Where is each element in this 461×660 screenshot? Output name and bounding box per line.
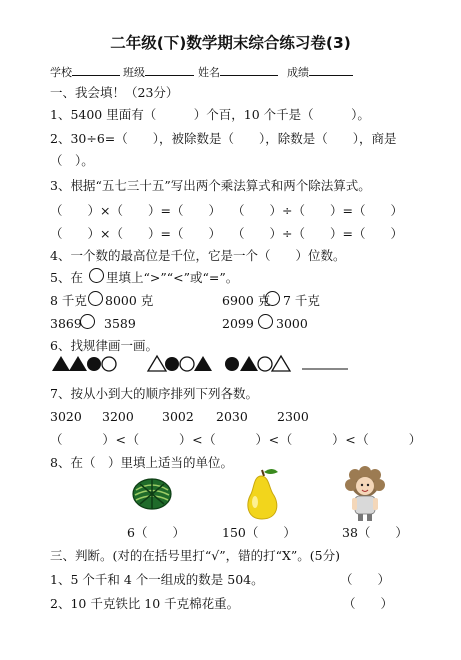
q5-a-left: 8 千克	[50, 293, 87, 308]
judge-question-1: 1、5 个千和 4 个一组成的数是 504。	[50, 572, 264, 587]
pattern-group-2	[148, 356, 212, 371]
score-label: 成绩	[287, 64, 353, 80]
q5-d-left: 2099	[222, 316, 254, 331]
section3-heading: 三、判断。(对的在括号里打“√”，错的打“X”。(5分)	[50, 548, 341, 563]
pattern-sequence	[0, 352, 461, 382]
black-triangle-icon	[240, 356, 258, 371]
q3-multiplication-2: （ ）×（ ）=（ ）	[50, 226, 221, 241]
school-field[interactable]	[72, 64, 120, 76]
q5-d-circle[interactable]	[258, 314, 273, 329]
q5-a-circle[interactable]	[88, 291, 103, 306]
question-2: 2、30÷6=（ ），被除数是（ ），除数是（ ），商是	[50, 131, 397, 146]
question-1: 1、5400 里面有（ ）个百，10 个千是（ ）。	[50, 107, 370, 122]
q5-b-left: 6900 克	[222, 293, 271, 308]
judge-paren-1[interactable]: （ ）	[340, 572, 391, 587]
question-2-continued: （ ）。	[50, 153, 94, 168]
white-triangle-icon	[272, 356, 290, 371]
question-8: 8、在（ ）里填上适当的单位。	[50, 455, 233, 470]
name-label: 姓名	[198, 64, 278, 80]
class-label: 班级	[123, 64, 194, 80]
judge-paren-2[interactable]: （ ）	[343, 596, 394, 611]
q5-c-right: 3589	[104, 316, 136, 331]
question-7: 7、按从小到大的顺序排列下列各数。	[50, 386, 258, 401]
pattern-group-1	[52, 356, 116, 371]
white-circle-icon	[102, 357, 116, 371]
name-field[interactable]	[220, 64, 278, 76]
q5-a-right: 8000 克	[105, 293, 154, 308]
q8-answer-melon: 6（ ）	[127, 525, 185, 540]
compare-circle-icon	[89, 268, 104, 283]
black-circle-icon	[225, 357, 239, 371]
q3-division-1: （ ）÷（ ）=（ ）	[232, 203, 403, 218]
q7-number-1: 3020	[50, 409, 82, 424]
question-4: 4、一个数的最高位是千位，它是一个（ ）位数。	[50, 248, 346, 263]
black-triangle-icon	[194, 356, 212, 371]
question-5-prefix: 5、在	[50, 270, 83, 285]
black-triangle-icon	[52, 356, 70, 371]
judge-question-2: 2、10 千克铁比 10 千克棉花重。	[50, 596, 240, 611]
white-circle-icon	[258, 357, 272, 371]
white-triangle-icon	[148, 356, 166, 371]
white-circle-icon	[180, 357, 194, 371]
q5-b-circle[interactable]	[265, 291, 280, 306]
q3-division-2: （ ）÷（ ）=（ ）	[232, 226, 403, 241]
child-icon	[340, 466, 390, 522]
question-5-suffix: 里填上“>”“<”或“=”。	[106, 270, 239, 285]
page-title: 二年级(下)数学期末综合练习卷(3)	[110, 34, 351, 52]
q5-c-circle[interactable]	[80, 314, 95, 329]
q5-d-right: 3000	[276, 316, 308, 331]
q5-c-left: 3869	[50, 316, 82, 331]
q7-number-3: 3002	[162, 409, 194, 424]
score-field[interactable]	[309, 64, 353, 76]
school-label: 学校	[50, 64, 120, 80]
q8-answer-child: 38（ ）	[342, 525, 408, 540]
question-6: 6、找规律画一画。	[50, 338, 158, 353]
black-circle-icon	[87, 357, 101, 371]
section1-heading: 一、我会填！（23分）	[50, 85, 179, 100]
class-field[interactable]	[145, 64, 194, 76]
black-circle-icon	[165, 357, 179, 371]
q5-b-right: 7 千克	[283, 293, 320, 308]
q3-multiplication-1: （ ）×（ ）=（ ）	[50, 203, 221, 218]
black-triangle-icon	[69, 356, 87, 371]
question-3: 3、根据“五七三十五”写出两个乘法算式和两个除法算式。	[50, 178, 371, 193]
pear-icon	[240, 466, 286, 522]
q7-number-5: 2300	[277, 409, 309, 424]
watermelon-icon	[132, 478, 172, 510]
pattern-group-3	[225, 356, 290, 371]
q7-number-2: 3200	[102, 409, 134, 424]
q7-number-4: 2030	[216, 409, 248, 424]
q7-answer-line: （ ）<（ ）<（ ）<（ ）<（ ）	[50, 432, 422, 447]
q8-answer-pear: 150（ ）	[222, 525, 296, 540]
